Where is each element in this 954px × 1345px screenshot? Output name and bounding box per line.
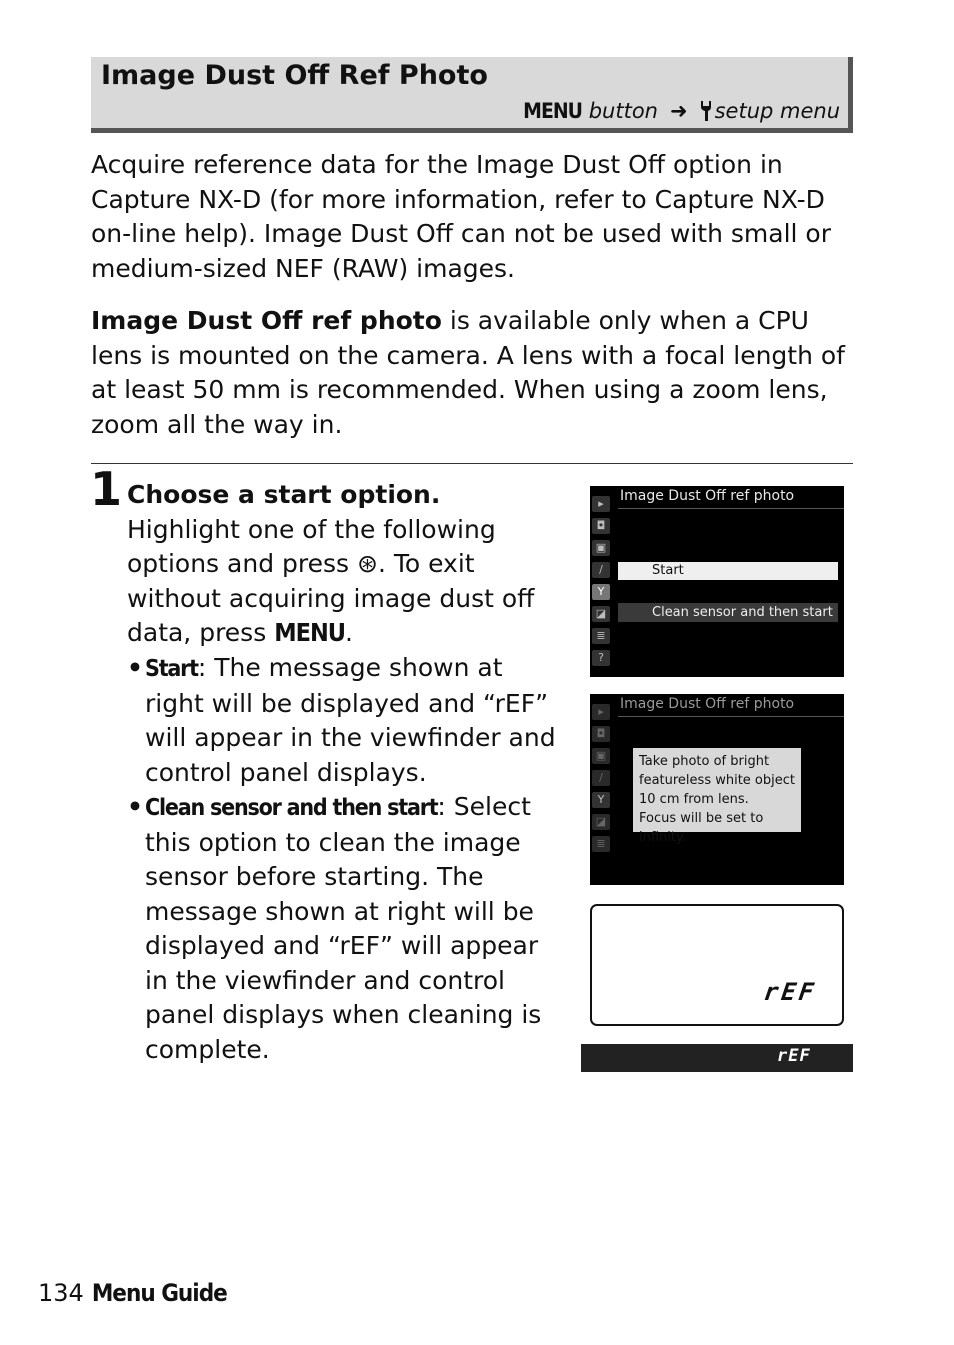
availability-text: is available only when a CPU lens is mounted on the camera. A lens with a focal length of at least 50 mm is recommended. When using a zoom lens, zoom all the way in.: [91, 306, 845, 439]
my-menu-icon: ≣: [592, 628, 610, 644]
message-line: Take photo of bright: [639, 754, 770, 769]
bullet-icon: •: [127, 653, 143, 682]
pencil-icon: /: [592, 562, 610, 578]
option-label: Start: [145, 656, 198, 682]
option-name: Image Dust Off ref photo: [91, 306, 442, 335]
step-heading: Choose a start option.: [127, 480, 441, 509]
menu-sidebar: [592, 496, 612, 672]
camera-menu-screen: [590, 486, 844, 677]
camera-icon: ◘: [592, 726, 610, 742]
screen-title: Image Dust Off ref photo: [620, 488, 795, 504]
arrow-icon: ➜: [669, 99, 688, 123]
option-list: [127, 651, 567, 1067]
wrench-icon: [700, 100, 712, 122]
start-option[interactable]: Start: [618, 562, 838, 580]
step-text-b: . To exit without acquiring image dust off data, press: [127, 549, 535, 647]
playback-icon: ▸: [592, 496, 610, 512]
wrench-icon: Y: [592, 792, 610, 808]
availability-paragraph: [91, 304, 861, 442]
retouch-icon: ◪: [592, 606, 610, 622]
setup-menu-label: setup menu: [714, 99, 840, 123]
clean-then-start-option[interactable]: Clean sensor and then start: [618, 603, 838, 622]
camera-message-screen: [590, 694, 844, 885]
page-footer: [38, 1279, 227, 1307]
list-item: [127, 790, 567, 1067]
divider: [91, 463, 853, 464]
message-line: Focus will be set to infinity.: [639, 811, 764, 845]
option-description: : The message shown at right will be displayed and “rEF” will appear in the viewfinder and control panel displays.: [145, 653, 556, 787]
step-instructions: [127, 478, 567, 651]
option-description: : Select this option to clean the image sensor before starting. The message shown at right will be displayed and “rEF” will appear in the viewfinder and control panel displays when cleaning is complete.: [145, 792, 542, 1064]
section-name: Menu Guide: [91, 1279, 227, 1307]
page-number: 134: [38, 1279, 84, 1307]
control-panel-display: [590, 904, 844, 1026]
button-word: button: [582, 99, 658, 123]
menu-path: [523, 99, 840, 123]
list-item: [127, 651, 567, 790]
menu-button-label: MENU: [523, 99, 583, 123]
section-header: [91, 57, 853, 133]
menu-sidebar: [592, 704, 612, 858]
viewfinder-readout: rEF: [777, 1046, 811, 1066]
title-divider: [618, 508, 844, 509]
step-text-c: .: [345, 618, 353, 647]
screen-title: Image Dust Off ref photo: [620, 696, 795, 712]
retouch-icon: ◪: [592, 814, 610, 830]
wrench-icon: Y: [592, 584, 610, 600]
menu-button-label: MENU: [274, 618, 346, 647]
message-line: 10 cm from lens.: [639, 792, 749, 807]
playback-icon: ▸: [592, 704, 610, 720]
option-label: Clean sensor and then start: [145, 795, 438, 821]
section-title: Image Dust Off Ref Photo: [101, 60, 488, 91]
my-menu-icon: ≣: [592, 836, 610, 852]
intro-paragraph: Acquire reference data for the Image Dust Off option in Capture NX-D (for more information, refer to Capture NX-D on-line help). Image Dust Off can not be used with small or medium-sized NEF (RAW) images.: [91, 150, 831, 283]
step-text-a: Highlight one of the following options and press: [127, 514, 496, 578]
step-number: 1: [90, 462, 123, 516]
camera-icon: ◘: [592, 518, 610, 534]
bullet-icon: •: [127, 792, 143, 821]
title-divider: [618, 716, 844, 717]
message-line: featureless white object: [639, 773, 795, 788]
movie-icon: ▣: [592, 540, 610, 556]
message-box: [633, 748, 801, 845]
help-icon: ?: [592, 650, 610, 666]
ok-button-icon: ⊛: [356, 549, 378, 578]
pencil-icon: /: [592, 770, 610, 786]
movie-icon: ▣: [592, 748, 610, 764]
viewfinder-display: [581, 1044, 853, 1072]
control-panel-readout: rEF: [761, 978, 818, 1006]
